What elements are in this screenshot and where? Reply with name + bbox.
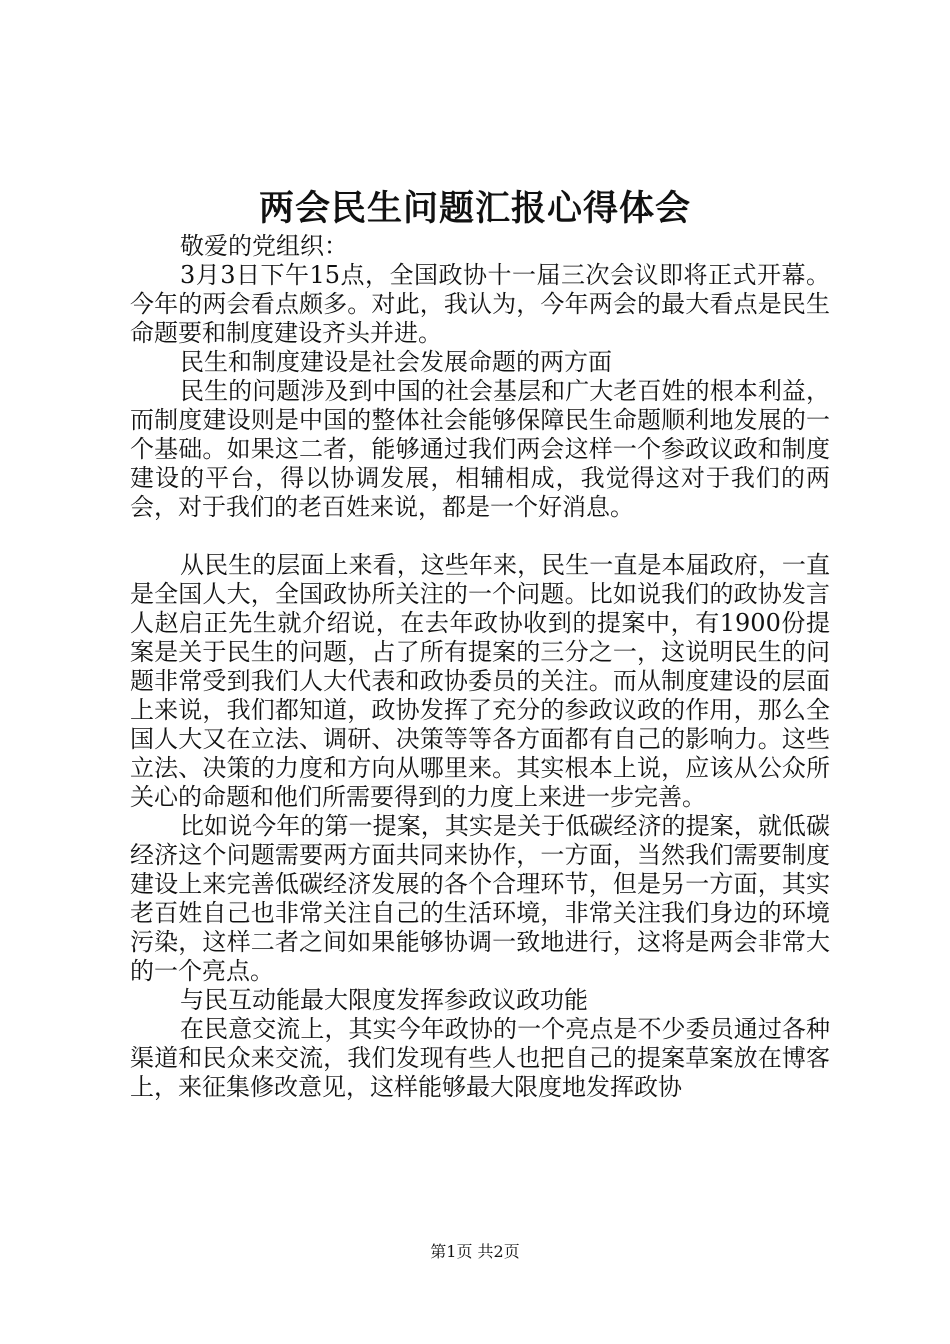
paragraph-spacer [130,522,830,551]
paragraph-low-carbon: 比如说今年的第一提案，其实是关于低碳经济的提案，就低碳经济这个问题需要两方面共同来协作，一方面，当然我们需要制度建设上来完善低碳经济发展的各个合理环节，但是另一方面，其实老百姓自己也非常关注自己的生活环境，非常关注我们身边的环境污染，这样二者之间如果能够协调一致地进行，这将是两会非常大的一个亮点。 [130,812,830,985]
salutation: 敬爱的党组织： [180,232,348,260]
paragraph-livelihood-system: 民生的问题涉及到中国的社会基层和广大老百姓的根本利益，而制度建设则是中国的整体社会能够保障民生命题顺利地发展的一个基础。如果这二者，能够通过我们两会这样一个参政议政和制度建设的平台，得以协调发展，相辅相成，我觉得这对于我们的两会，对于我们的老百姓来说，都是一个好消息。 [130,377,830,521]
section-heading-livelihood-and-system: 民生和制度建设是社会发展命题的两方面 [180,348,612,376]
paragraph-intro: 3月3日下午15点，全国政协十一届三次会议即将正式开幕。今年的两会看点颇多。对此，我认为，今年两会的最大看点是民生命题要和制度建设齐头并进。 [130,261,830,347]
document-title: 两会民生问题汇报心得体会 [258,188,691,229]
paragraph-public-exchange: 在民意交流上，其实今年政协的一个亮点是不少委员通过各种渠道和民众来交流，我们发现有些人也把自己的提案草案放在博客上，来征集修改意见，这样能够最大限度地发挥政协 [130,1015,830,1101]
section-heading-interaction: 与民互动能最大限度发挥参政议政功能 [180,986,588,1014]
page-footer: 第1页 共2页 [430,1242,520,1261]
document-body [130,232,830,1102]
paragraph-livelihood-level: 从民生的层面上来看，这些年来，民生一直是本届政府，一直是全国人大，全国政协所关注的一个问题。比如说我们的政协发言人赵启正先生就介绍说，在去年政协收到的提案中，有1900份提案是关于民生的问题，占了所有提案的三分之一，这说明民生的问题非常受到我们人大代表和政协委员的关注。而从制度建设的层面上来说，我们都知道，政协发挥了充分的参政议政的作用，那么全国人大又在立法、调研、决策等等各方面都有自己的影响力。这些立法、决策的力度和方向从哪里来。其实根本上说，应该从公众所关心的命题和他们所需要得到的力度上来进一步完善。 [130,551,830,811]
